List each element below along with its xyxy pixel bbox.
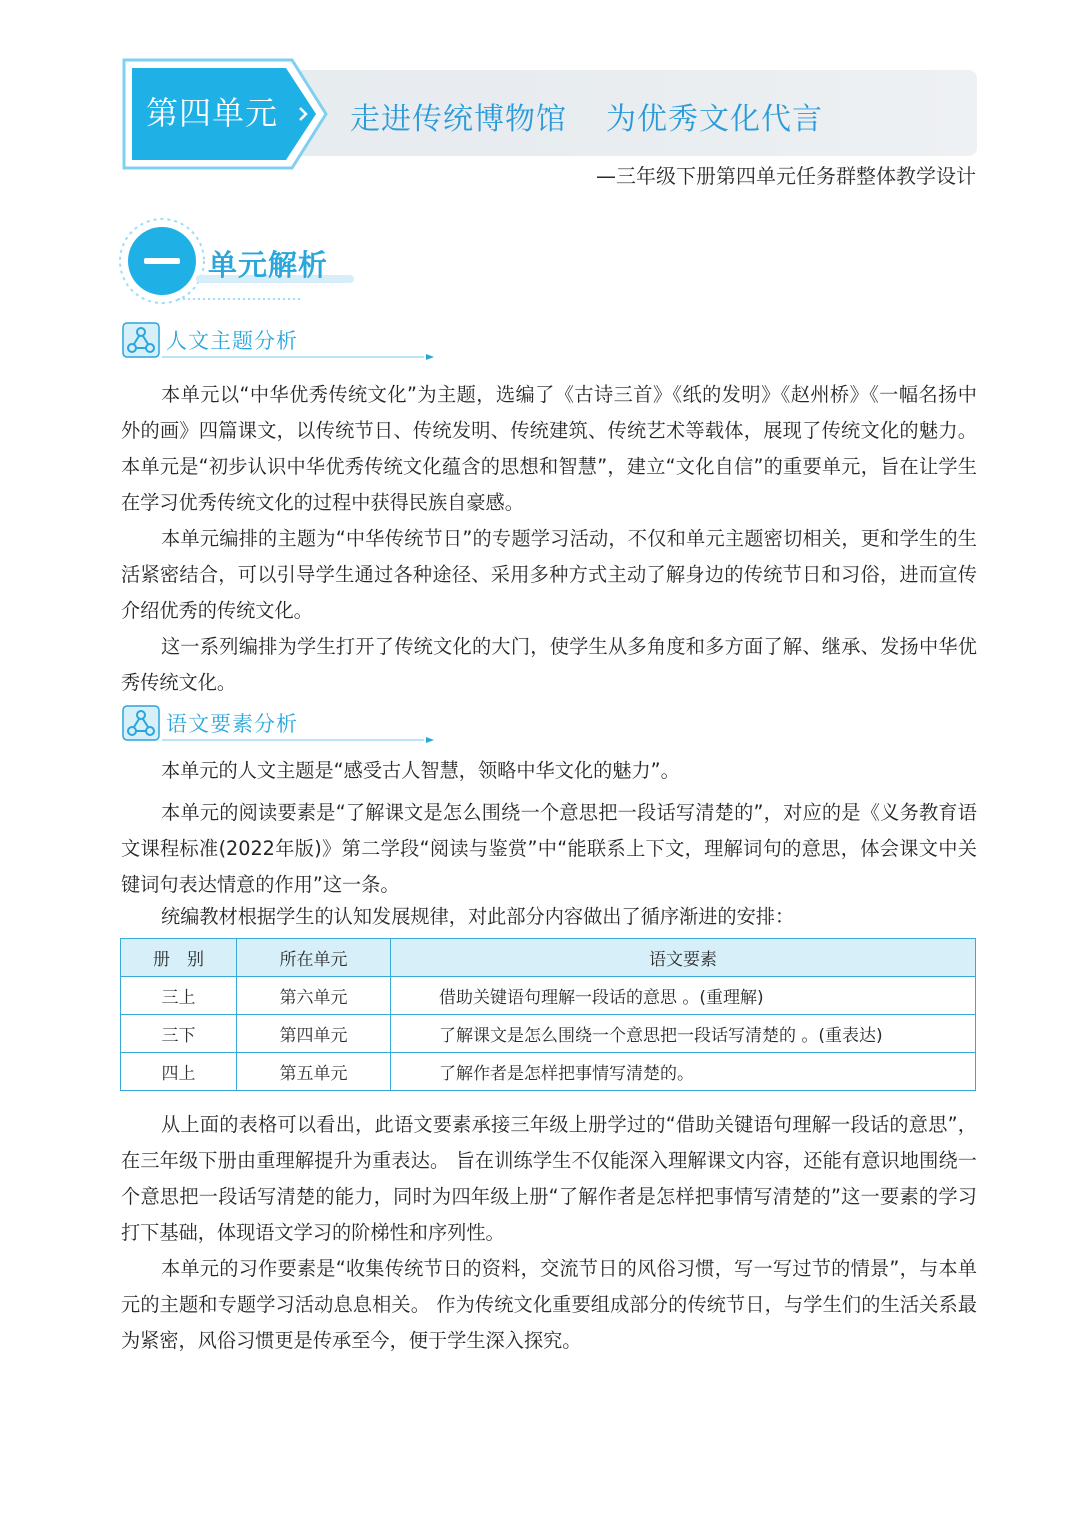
- paragraph: 从上面的表格可以看出，此语文要素承接三年级上册学过的“借助关键语句理解一段话的意思”，在三年级下册由重理解提升为重表达。 旨在训练学生不仅能深入理解课文内容，还能有意识地围绕一个意思把一段话写清楚的能力，同时为四年级上册“了解作者是怎样把事情写清楚的”这一要素的学习打下基础，体现语文学习的阶梯性和序列性。: [121, 1113, 977, 1244]
- subsection-header-humanities: [122, 322, 322, 362]
- underline-decoration: [162, 737, 434, 743]
- section-title: 单元解析: [208, 248, 329, 282]
- page-subtitle: —三年级下册第四单元任务群整体教学设计: [596, 164, 976, 188]
- table-row: [121, 1053, 976, 1091]
- table-cell: 第四单元: [237, 1015, 391, 1053]
- table-header-cell: 语文要素: [391, 939, 976, 977]
- table-row: [121, 1015, 976, 1053]
- network-icon: [122, 705, 160, 741]
- table-cell-text: 借助关键语句理解一段话的意思 。(重理解): [439, 988, 764, 1008]
- table-cell: [391, 977, 976, 1015]
- paragraph: 本单元以“中华优秀传统文化”为主题，选编了《古诗三首》《纸的发明》《赵州桥》《一幅名扬中外的画》四篇课文，以传统节日、传统发明、传统建筑、传统艺术等载体，展现了传统文化的魅力。本单元是“初步认识中华优秀传统文化蕴含的思想和智慧”，建立“文化自信”的重要单元，旨在让学生在学习优秀传统文化的过程中获得民族自豪感。: [121, 383, 977, 514]
- paragraph: 本单元编排的主题为“中华传统节日”的专题学习活动，不仅和单元主题密切相关，更和学生的生活紧密结合，可以引导学生通过各种途径、采用多种方式主动了解身边的传统节日和习俗，进而宣传介绍优秀的传统文化。: [121, 527, 977, 622]
- table-header-cell: 册 别: [121, 939, 237, 977]
- subsection-header-language: [122, 705, 322, 745]
- underline-decoration: [162, 354, 434, 360]
- subsection-title: 人文主题分析: [166, 329, 298, 353]
- table-cell: 四上: [121, 1053, 237, 1091]
- unit-title-part2: 为优秀文化代言: [606, 102, 823, 137]
- unit-label: 第四单元: [146, 94, 279, 132]
- table-cell-text: 了解课文是怎么围绕一个意思把一段话写清楚的 。(重表达): [439, 1026, 883, 1046]
- table-cell: 第五单元: [237, 1053, 391, 1091]
- table-cell-text: 了解作者是怎样把事情写清楚的。: [439, 1064, 694, 1084]
- language-elements-table: [120, 938, 976, 1091]
- paragraph: 本单元的阅读要素是“了解课文是怎么围绕一个意思把一段话写清楚的”，对应的是《义务教育语文课程标准(2022年版)》第二学段“阅读与鉴赏”中“能联系上下文，理解词句的意思，体会课文中关键词句表达情意的作用”这一条。: [121, 801, 977, 896]
- table-cell: 三下: [121, 1015, 237, 1053]
- table-row: [121, 977, 976, 1015]
- paragraph: 本单元的人文主题是“感受古人智慧，领略中华文化的魅力”。: [161, 759, 680, 782]
- network-icon: [122, 322, 160, 358]
- table-cell: 三上: [121, 977, 237, 1015]
- table-header-cell: 所在单元: [237, 939, 391, 977]
- unit-title-part1: 走进传统博物馆: [350, 102, 567, 137]
- paragraph: 这一系列编排为学生打开了传统文化的大门，使学生从多角度和多方面了解、继承、发扬中华优秀传统文化。: [121, 635, 977, 694]
- paragraph: 本单元的习作要素是“收集传统节日的资料，交流节日的风俗习惯，写一写过节的情景”，与本单元的主题和专题学习活动息息相关。 作为传统文化重要组成部分的传统节日，与学生们的生活关系最为紧密，风俗习惯更是传承至今，便于学生深入探究。: [121, 1257, 977, 1352]
- table-cell: [391, 1053, 976, 1091]
- paragraph: 统编教材根据学生的认知发展规律，对此部分内容做出了循序渐进的安排：: [161, 905, 795, 928]
- table-cell: 第六单元: [237, 977, 391, 1015]
- table-header-row: [121, 939, 976, 977]
- table-cell: [391, 1015, 976, 1053]
- subsection-title: 语文要素分析: [166, 712, 298, 736]
